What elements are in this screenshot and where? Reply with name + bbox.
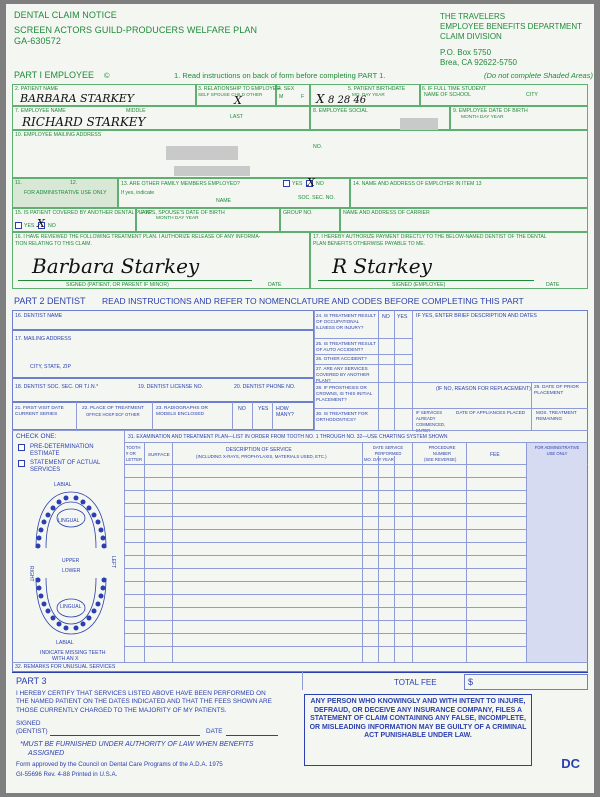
divider xyxy=(172,442,173,662)
admin-label: FOR ADMINISTRATIVE USE ONLY xyxy=(24,190,107,196)
prosthesis-label: 28. IF PROSTHESIS OR CROWNS, IS THIS INITIAL PLACEMENT? xyxy=(316,385,373,402)
divider xyxy=(378,456,379,662)
divider xyxy=(152,402,153,430)
orthodontics-label: 30. IS TREATMENT FOR ORTHODONTICS? xyxy=(316,411,368,422)
other-family-yes: YES xyxy=(292,181,303,187)
cert-line2: THE NAMED PATIENT ON THE DATES INDICATED AND THAT THE FEES SHOWN ARE xyxy=(16,698,272,706)
mailing-address-label: 10. EMPLOYEE MAILING ADDRESS xyxy=(15,132,102,138)
dentist-phone-label: 20. DENTIST PHONE NO. xyxy=(234,384,296,390)
divider xyxy=(531,408,532,430)
total-fee-label: TOTAL FEE xyxy=(394,678,437,687)
col-date: DATE SERVICE PERFORMED xyxy=(372,445,404,456)
form-title: DENTAL CLAIM NOTICE xyxy=(14,10,117,20)
radiographs-no: NO xyxy=(238,406,246,412)
patient-signature: Barbara Starkey xyxy=(32,254,200,278)
other-plan-covered-label: 27. ARE ANY SERVICES COVERED BY ANOTHER PLAN? xyxy=(316,366,370,383)
patient-auth-text2: TION RELATING TO THIS CLAIM. xyxy=(15,241,92,247)
approval-note: Form approved by the Council on Dental Care Programs of the A.D.A. 1975 xyxy=(16,761,223,768)
payment-auth-text2: PLAN BENEFITS OTHERWISE PAYABLE TO ME. xyxy=(313,241,425,247)
other-family-no: NO xyxy=(316,181,324,187)
dental-claim-form xyxy=(6,4,594,793)
other-family-yes-box[interactable] xyxy=(283,180,290,187)
divider xyxy=(76,402,77,430)
employee-last-label: LAST xyxy=(230,114,243,120)
divider xyxy=(314,310,315,430)
total-fee-field[interactable] xyxy=(464,674,588,690)
divider xyxy=(362,442,363,662)
right-label: RIGHT xyxy=(28,566,34,582)
fraud-warning: ANY PERSON WHO KNOWINGLY AND WITH INTENT TO INJURE, DEFRAUD, OR DECEIVE ANY INSURANCE COMPANY, FILES A STATEMENT OF CLAIM CONTAINING ANY FALSE, INCOMPLETE, OR MISLEADING INFORMATION MAY BE GUILTY OF A CRIMINAL ACT PUNISHABLE UNDER LAW. xyxy=(304,694,532,766)
table-row[interactable] xyxy=(124,633,526,634)
col-description: DESCRIPTION OF SERVICE xyxy=(226,447,292,453)
part2-title: PART 2 DENTIST xyxy=(14,296,86,306)
insurer-block xyxy=(440,12,582,68)
divider xyxy=(378,310,379,430)
table-row[interactable] xyxy=(124,594,526,595)
cert-line3: THOSE CURRENTLY CHARGED TO THE MAJORITY OF MY PATIENTS. xyxy=(16,706,227,714)
table-row[interactable] xyxy=(124,620,526,621)
must-note2: ASSIGNED xyxy=(28,750,65,757)
divider xyxy=(394,456,395,662)
patient-sign-line xyxy=(18,280,252,281)
employee-dob-label: 9. EMPLOYEE DATE OF BIRTH xyxy=(453,108,528,114)
radiographs-yes: YES xyxy=(258,406,269,412)
student-label: 6. IF FULL TIME STUDENT xyxy=(422,86,486,92)
divider xyxy=(314,354,412,355)
missing-teeth-label2: WITH AN X xyxy=(52,656,79,662)
upper-label: UPPER xyxy=(62,558,80,564)
other-plan-yes: YES xyxy=(24,223,35,229)
predetermination-label: PRE-DETERMINATION ESTIMATE xyxy=(30,444,94,457)
plan-name: SCREEN ACTORS GUILD-PRODUCERS WELFARE PLAN xyxy=(14,25,258,35)
table-row[interactable] xyxy=(124,542,526,543)
divider xyxy=(412,442,413,662)
sex-m: M xyxy=(279,94,284,100)
lower-label: LOWER xyxy=(62,568,81,574)
divider xyxy=(531,382,532,408)
mailing-no-label: NO. xyxy=(313,144,323,150)
mos-remaining-label: MOS. TREATMENT REMAINING xyxy=(536,410,577,421)
employee-social-label: 8. EMPLOYEE SOCIAL xyxy=(313,108,368,114)
spouse-dob-label: IF YES, SPOUSE'S DATE OF BIRTH xyxy=(139,210,225,216)
field-11: 11. xyxy=(15,180,22,186)
group-number: GA-630572 xyxy=(14,36,61,46)
radiographs-label: 23. RADIOGRAPHS OR MODELS ENCLOSED xyxy=(156,406,208,417)
employee-date-label: DATE xyxy=(546,282,560,288)
table-row[interactable] xyxy=(124,568,526,569)
occupational-label: 24. IS TREATMENT RESULT OF OCCUPATIONAL ILLNESS OR INJURY? xyxy=(316,313,376,330)
part1-title: PART I EMPLOYEE xyxy=(14,70,95,80)
sex-label: 4. SEX xyxy=(278,86,295,92)
first-visit-label: 21. FIRST VISIT DATE CURRENT SERIES xyxy=(15,406,64,417)
divider xyxy=(314,408,588,409)
part2-instruction: READ INSTRUCTIONS AND REFER TO NOMENCLATURE AND CODES BEFORE COMPLETING THIS PART xyxy=(102,296,524,306)
redacted-ssn xyxy=(400,118,438,130)
insurer-pobox: P.O. Box 5750 xyxy=(440,48,492,57)
divider xyxy=(144,442,145,662)
carrier-label: NAME AND ADDRESS OF CARRIER xyxy=(343,210,430,216)
divider xyxy=(412,310,413,430)
treatment-plan-label: 31. EXAMINATION AND TREATMENT PLAN—LIST IN ORDER FROM TOOTH NO. 1 THROUGH NO. 32—USE CHARTING SYSTEM SHOWN xyxy=(128,434,448,440)
copyright-mark: © xyxy=(104,71,110,80)
other-family-indicate: If yes, indicate xyxy=(121,190,155,196)
part1-instruction: 1. Read instructions on back of form before completing PART 1. xyxy=(174,71,386,80)
divider xyxy=(12,662,588,663)
missing-teeth-label: INDICATE MISSING TEETH xyxy=(40,650,106,656)
actual-services-label: STATEMENT OF ACTUAL SERVICES xyxy=(30,460,101,473)
spouse-dob-cols: MONTH DAY YEAR xyxy=(156,216,199,221)
employer-label: 14. NAME AND ADDRESS OF EMPLOYER IN ITEM 13 xyxy=(353,181,482,187)
actual-services-checkbox[interactable] xyxy=(18,460,25,467)
relationship-options: SELF SPOUSE CHILD OTHER xyxy=(198,92,263,97)
radiographs-how-many: HOW MANY? xyxy=(276,406,294,418)
other-plan-no: NO xyxy=(48,223,56,229)
table-row[interactable] xyxy=(124,503,526,504)
part2-heading xyxy=(14,296,524,306)
school-city-label: CITY xyxy=(526,92,538,98)
labial-bottom-label: LABIAL xyxy=(56,640,74,646)
auto-accident-label: 25. IS TREATMENT RESULT OF AUTO ACCIDENT? xyxy=(316,341,376,352)
payment-auth-text: 17. I HEREBY AUTHORIZE PAYMENT DIRECTLY TO THE BELOW-NAMED DENTIST OF THE DENTAL xyxy=(313,234,547,240)
dentist-date-label: DATE xyxy=(206,728,223,735)
predetermination-checkbox[interactable] xyxy=(18,444,25,451)
employee-name-value: RICHARD STARKEY xyxy=(22,115,146,129)
insurer-dept: EMPLOYEE BENEFITS DEPARTMENT xyxy=(440,22,582,31)
table-row[interactable] xyxy=(124,555,526,556)
employee-sign-line xyxy=(318,280,534,281)
dentist-sign-line[interactable] xyxy=(50,735,200,736)
divider xyxy=(466,442,467,662)
col-fee: FEE xyxy=(490,452,500,458)
relationship-label: 3. RELATIONSHIP TO EMPLOYEE xyxy=(198,86,280,92)
redacted-city xyxy=(174,166,250,176)
check-one-label: CHECK ONE: xyxy=(16,433,57,440)
other-accident-label: 26. OTHER ACCIDENT? xyxy=(316,356,367,361)
patient-auth-text: 16. I HAVE REVIEWED THE FOLLOWING TREATMENT PLAN. I AUTHORIZE RELEASE OF ANY INFORMA- xyxy=(15,234,261,240)
shaded-note: (Do not complete Shaded Areas) xyxy=(484,71,593,80)
dentist-paren-label: (DENTIST) xyxy=(16,728,48,735)
col-date-sub: MO. DAY YEAR xyxy=(364,457,394,462)
admin-use-column xyxy=(527,443,587,662)
dentist-name-label: 16. DENTIST NAME xyxy=(15,313,63,319)
table-row[interactable] xyxy=(124,581,526,582)
place-options: OFFICE HOSP ECF OTHER xyxy=(86,412,140,417)
employee-name-label: 7. EMPLOYEE NAME xyxy=(15,108,66,114)
must-note: *MUST BE FURNISHED UNDER AUTHORITY OF LAW WHEN BENEFITS xyxy=(20,741,254,748)
total-fee-dollar: $ xyxy=(468,677,474,687)
other-plan-label: 15. IS PATIENT COVERED BY ANOTHER DENTAL PLAN? xyxy=(15,210,153,216)
table-row[interactable] xyxy=(124,607,526,608)
dentist-ssn-label: 18. DENTIST SOC. SEC. OR T.I.N.* xyxy=(15,384,99,390)
table-row[interactable] xyxy=(124,490,526,491)
col-admin: FOR ADMINISTRATIVE USE ONLY xyxy=(534,445,580,456)
divider xyxy=(394,310,395,430)
divider xyxy=(232,402,233,430)
tooth-chart[interactable] xyxy=(24,488,118,638)
insurer-division: CLAIM DIVISION xyxy=(440,32,502,41)
form-number: GI-55696 Rev. 4-88 Printed in U.S.A. xyxy=(16,771,118,778)
dentist-ids-field[interactable] xyxy=(12,378,314,402)
birthdate-label: 5. PATIENT BIRTHDATE xyxy=(348,86,406,92)
remarks-label: 32. REMARKS FOR UNUSUAL SERVICES xyxy=(15,664,116,670)
prior-placement-label: 29. DATE OF PRIOR PLACEMENT xyxy=(534,385,579,396)
certification-text xyxy=(16,690,272,715)
sex-mark: X xyxy=(316,92,325,106)
table-row[interactable] xyxy=(124,646,526,647)
birthdate-cols: MO. DAY YEAR xyxy=(352,92,385,97)
patient-name-value: BARBARA STARKEY xyxy=(20,92,135,105)
other-family-label: 13. ARE OTHER FAMILY MEMBERS EMPLOYED? xyxy=(121,181,240,187)
birthdate-value: 8 28 46 xyxy=(328,95,367,106)
school-label: NAME OF SCHOOL xyxy=(424,92,471,98)
part3-title: PART 3 xyxy=(16,676,47,686)
divider xyxy=(12,672,588,673)
form-header xyxy=(14,10,257,47)
dentist-address-label: 17. MAILING ADDRESS xyxy=(15,336,72,342)
employee-sign-label: SIGNED (EMPLOYEE) xyxy=(392,282,446,288)
col-procedure-sub: (SEE REVERSE) xyxy=(424,457,457,462)
divider xyxy=(252,402,253,430)
divider xyxy=(12,430,588,431)
table-row[interactable] xyxy=(124,477,526,478)
field-12: 12. xyxy=(70,180,78,186)
col-procedure: PROCEDURE NUMBER xyxy=(428,445,456,456)
labial-top-label: LABIAL xyxy=(54,482,72,488)
dentist-signed-label: SIGNED xyxy=(16,720,41,727)
other-family-name: NAME xyxy=(216,198,231,204)
dentist-date-line[interactable] xyxy=(226,735,278,736)
table-row[interactable] xyxy=(124,516,526,517)
dentist-license-label: 19. DENTIST LICENSE NO. xyxy=(138,384,204,390)
table-row[interactable] xyxy=(124,529,526,530)
q-no-header: NO xyxy=(382,314,390,320)
other-plan-yes-box[interactable] xyxy=(15,222,22,229)
col-description-sub: (INCLUDING X-RAYS, PROPHYLAXIS, MATERIALS USED, ETC.) xyxy=(196,454,327,459)
employee-dob-cols: MONTH DAY YEAR xyxy=(461,115,504,120)
ifyes-label: IF YES, ENTER BRIEF DESCRIPTION AND DATES xyxy=(416,313,537,319)
other-family-ssn: SOC. SEC. NO. xyxy=(298,195,335,201)
employee-signature: R Starkey xyxy=(332,254,432,278)
group-no-label: GROUP NO. xyxy=(283,210,313,216)
divider xyxy=(124,464,588,465)
divider xyxy=(314,364,412,365)
appliances-label: DATE OF APPLIANCES PLACED xyxy=(456,410,526,415)
sex-f: F xyxy=(301,94,305,100)
divider xyxy=(302,672,303,690)
divider xyxy=(124,442,588,443)
patient-sign-label: SIGNED (PATIENT, OR PARENT IF MINOR) xyxy=(66,282,169,288)
insurer-city: Brea, CA 92622-5750 xyxy=(440,58,517,67)
insurer-name: THE TRAVELERS xyxy=(440,12,506,21)
lingual-top-label: LINGUAL xyxy=(58,518,80,524)
col-surface: SURFACE xyxy=(148,452,170,457)
employee-middle-label: MIDDLE xyxy=(126,108,146,114)
divider xyxy=(314,338,412,339)
cert-line1: I HEREBY CERTIFY THAT SERVICES LISTED ABOVE HAVE BEEN PERFORMED ON xyxy=(16,690,266,697)
relationship-mark: X xyxy=(234,94,242,107)
patient-date-label: DATE xyxy=(268,282,282,288)
col-tooth: TOOTH # OR LETTER xyxy=(126,445,143,462)
services-commenced-label: IF SERVICES ALREADY COMMENCED, xyxy=(416,410,446,427)
q-yes-header: YES xyxy=(397,314,408,320)
place-treatment-label: 22. PLACE OF TREATMENT xyxy=(82,406,144,411)
other-family-no-mark: X xyxy=(307,176,315,189)
other-plan-no-mark: X xyxy=(37,217,45,230)
dentist-city-label: CITY, STATE, ZIP xyxy=(30,364,71,370)
left-label: LEFT xyxy=(110,556,116,569)
lingual-bottom-label: LINGUAL xyxy=(60,604,82,610)
dc-mark: DC xyxy=(561,756,580,771)
ifno-label: (IF NO, REASON FOR REPLACEMENT) xyxy=(436,386,531,392)
patient-name-label: 2. PATIENT NAME xyxy=(15,86,59,92)
divider xyxy=(272,402,273,430)
redacted-address xyxy=(166,146,238,160)
